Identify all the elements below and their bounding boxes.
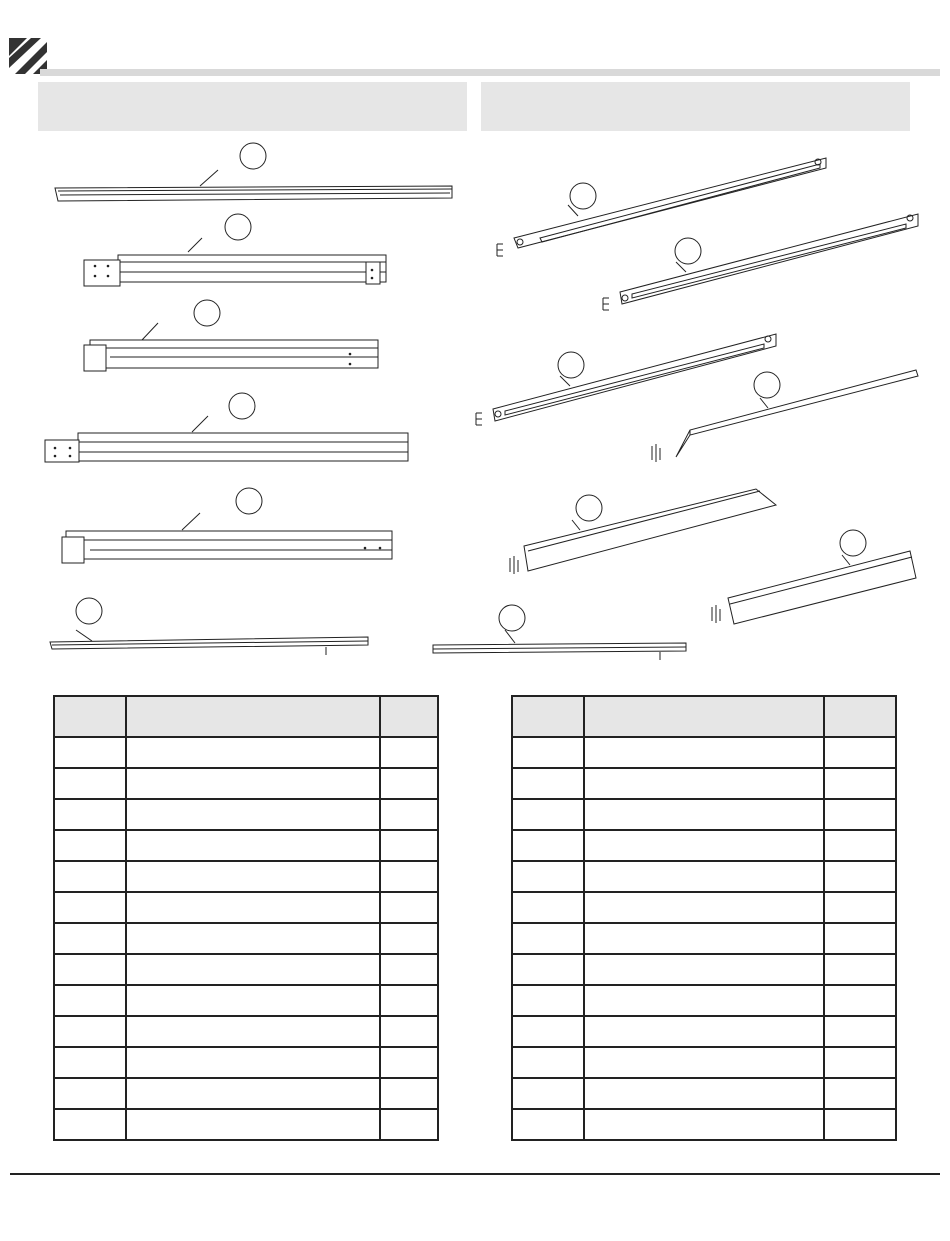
table-cell <box>824 1109 896 1140</box>
part-drawing-3 <box>84 300 378 371</box>
table-row <box>54 799 438 830</box>
part-drawing-2 <box>84 214 386 286</box>
table-cell <box>380 1109 438 1140</box>
table-cell <box>126 768 380 799</box>
table-row <box>54 985 438 1016</box>
table-cell <box>512 892 584 923</box>
table-row <box>54 1047 438 1078</box>
table-cell <box>126 830 380 861</box>
table-cell <box>54 954 126 985</box>
table-cell <box>584 1078 824 1109</box>
table-row <box>512 1047 896 1078</box>
table-cell <box>512 1047 584 1078</box>
table-cell <box>584 954 824 985</box>
parts-table-left <box>53 695 439 1141</box>
part-drawing-1 <box>55 143 452 201</box>
table-row <box>54 892 438 923</box>
table-cell <box>54 985 126 1016</box>
column-header <box>512 696 584 737</box>
table-row <box>512 1016 896 1047</box>
table-cell <box>380 737 438 768</box>
table-header-row <box>54 696 438 737</box>
table-cell <box>126 985 380 1016</box>
table-cell <box>512 830 584 861</box>
table-cell <box>126 799 380 830</box>
table-row <box>54 923 438 954</box>
table-cell <box>512 1078 584 1109</box>
table-cell <box>126 1016 380 1047</box>
table-cell <box>512 1109 584 1140</box>
table-cell <box>584 768 824 799</box>
section-header-right <box>481 82 910 131</box>
table-row <box>54 861 438 892</box>
table-row <box>54 1078 438 1109</box>
table-cell <box>380 892 438 923</box>
column-header <box>126 696 380 737</box>
table-cell <box>126 923 380 954</box>
table-cell <box>512 768 584 799</box>
table-row <box>512 830 896 861</box>
table-cell <box>824 923 896 954</box>
table-cell <box>126 892 380 923</box>
table-row <box>512 892 896 923</box>
table-cell <box>380 768 438 799</box>
table-cell <box>380 861 438 892</box>
parts-illustration <box>0 130 950 690</box>
table-cell <box>54 1016 126 1047</box>
part-drawing-12 <box>510 489 776 574</box>
table-cell <box>126 737 380 768</box>
table-cell <box>584 830 824 861</box>
table-cell <box>54 892 126 923</box>
table-cell <box>512 985 584 1016</box>
part-drawing-5 <box>62 488 392 563</box>
table-cell <box>54 923 126 954</box>
table-cell <box>380 923 438 954</box>
table-cell <box>584 861 824 892</box>
table-cell <box>380 985 438 1016</box>
part-drawing-7 <box>433 605 686 660</box>
table-cell <box>512 954 584 985</box>
table-cell <box>824 1078 896 1109</box>
table-row <box>512 1109 896 1140</box>
table-row <box>512 1078 896 1109</box>
table-cell <box>54 861 126 892</box>
table-cell <box>824 768 896 799</box>
table-cell <box>584 892 824 923</box>
table-cell <box>380 799 438 830</box>
table-cell <box>584 1109 824 1140</box>
table-cell <box>54 1109 126 1140</box>
part-drawing-6 <box>50 598 368 655</box>
table-row <box>54 768 438 799</box>
header-rule <box>40 69 940 76</box>
table-row <box>54 1016 438 1047</box>
table-header-row <box>512 696 896 737</box>
table-cell <box>54 1078 126 1109</box>
part-drawing-13 <box>712 530 916 624</box>
table-row <box>54 830 438 861</box>
footer-rule <box>10 1173 940 1175</box>
table-cell <box>584 1016 824 1047</box>
table-cell <box>512 737 584 768</box>
table-row <box>512 768 896 799</box>
table-cell <box>380 1078 438 1109</box>
part-drawing-4 <box>45 393 408 462</box>
table-cell <box>54 830 126 861</box>
table-cell <box>824 861 896 892</box>
table-cell <box>512 799 584 830</box>
table-cell <box>126 1109 380 1140</box>
column-header <box>380 696 438 737</box>
table-row <box>512 985 896 1016</box>
table-cell <box>584 923 824 954</box>
table-cell <box>380 954 438 985</box>
table-cell <box>824 985 896 1016</box>
column-header <box>824 696 896 737</box>
table-cell <box>126 954 380 985</box>
table-cell <box>824 799 896 830</box>
section-header-left <box>38 82 467 131</box>
table-row <box>54 954 438 985</box>
table-cell <box>824 737 896 768</box>
table-cell <box>824 954 896 985</box>
table-row <box>54 1109 438 1140</box>
table-cell <box>54 1047 126 1078</box>
table-cell <box>54 737 126 768</box>
table-cell <box>512 923 584 954</box>
table-cell <box>380 1047 438 1078</box>
table-cell <box>824 892 896 923</box>
table-cell <box>126 1047 380 1078</box>
table-cell <box>584 985 824 1016</box>
part-drawing-10 <box>476 334 776 425</box>
table-row <box>512 923 896 954</box>
table-cell <box>126 861 380 892</box>
table-cell <box>584 799 824 830</box>
part-drawing-11 <box>652 370 918 462</box>
table-cell <box>54 768 126 799</box>
table-cell <box>380 1016 438 1047</box>
part-drawing-9 <box>603 214 918 310</box>
table-cell <box>54 799 126 830</box>
table-cell <box>824 830 896 861</box>
table-row <box>512 799 896 830</box>
table-cell <box>126 1078 380 1109</box>
table-row <box>512 861 896 892</box>
parts-table-right <box>511 695 897 1141</box>
table-row <box>512 737 896 768</box>
part-drawing-8 <box>497 158 826 256</box>
table-cell <box>512 1016 584 1047</box>
table-cell <box>824 1047 896 1078</box>
column-header <box>584 696 824 737</box>
table-cell <box>380 830 438 861</box>
table-row <box>512 954 896 985</box>
table-cell <box>512 861 584 892</box>
table-cell <box>584 1047 824 1078</box>
table-cell <box>824 1016 896 1047</box>
column-header <box>54 696 126 737</box>
table-row <box>54 737 438 768</box>
table-cell <box>584 737 824 768</box>
